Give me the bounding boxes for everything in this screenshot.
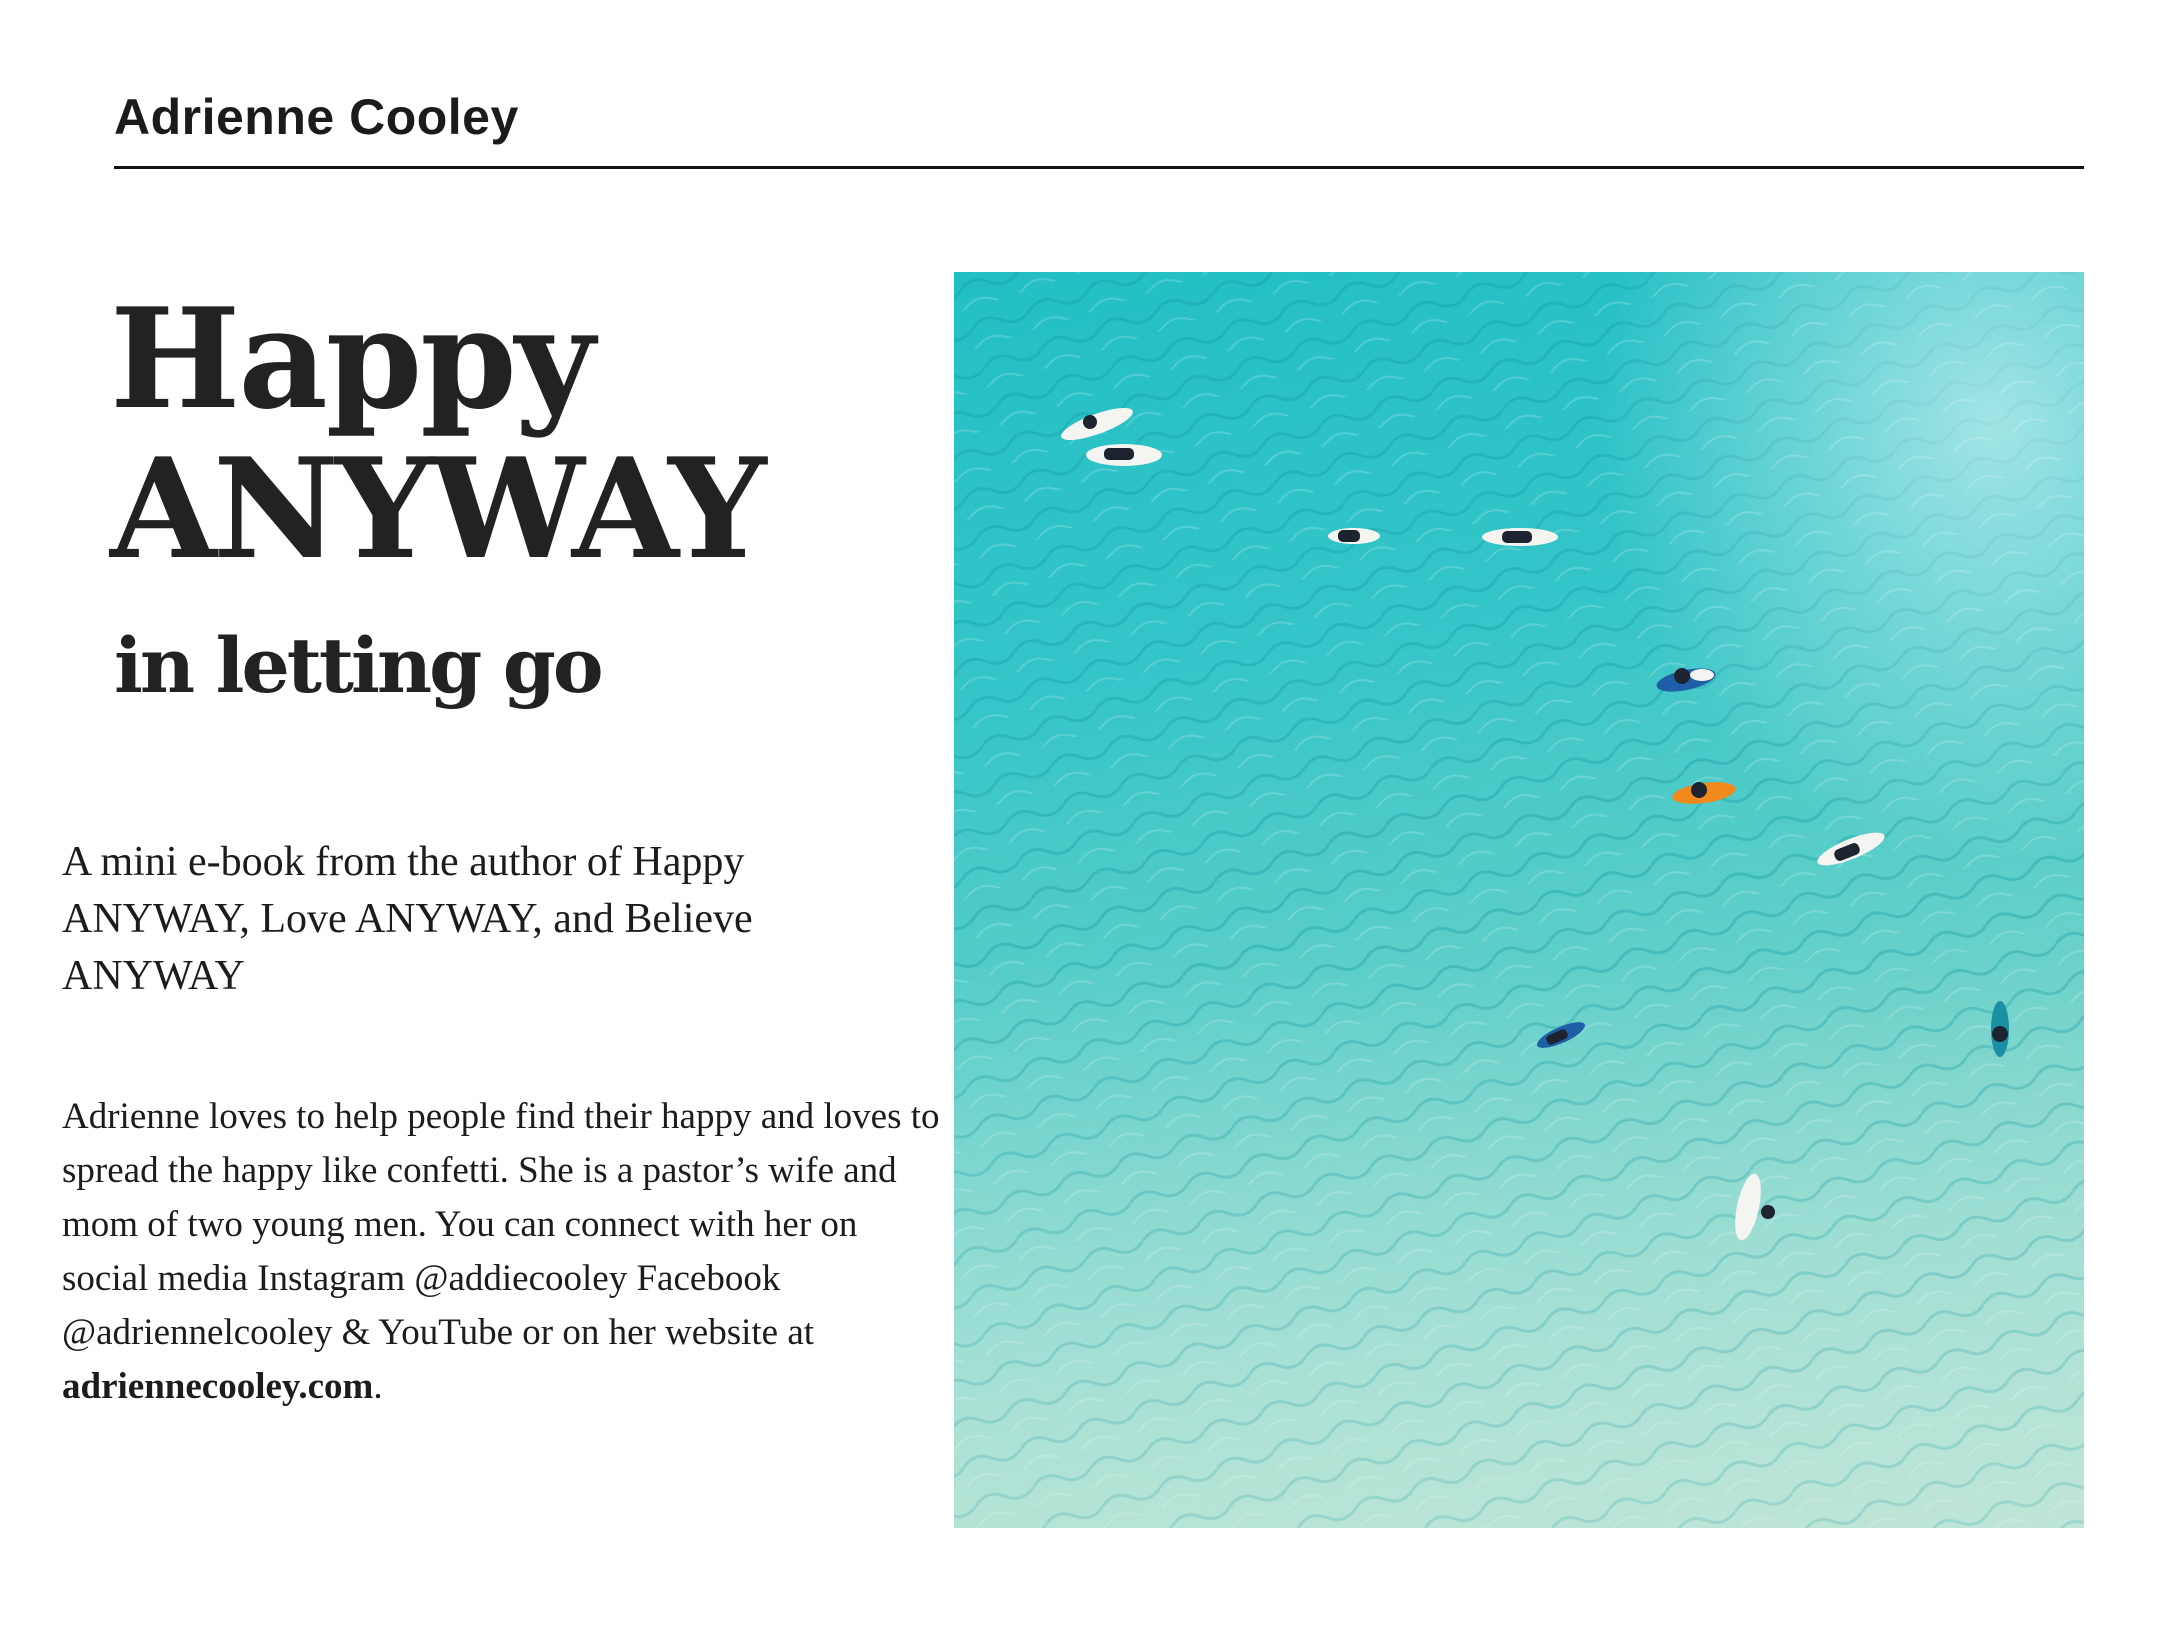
surfer-9 — [1991, 1001, 2009, 1057]
surfer-3 — [1328, 528, 1380, 544]
title-line-anyway: ANYWAY — [110, 427, 763, 590]
ocean-surfers-illustration — [954, 272, 2084, 1528]
author-bio — [62, 1090, 942, 1414]
book-subtitle: in letting go — [114, 621, 601, 710]
ocean-surfers-photo — [954, 272, 2084, 1528]
book-title — [110, 277, 763, 590]
bio-end-punct: . — [373, 1366, 383, 1407]
intro-paragraph: A mini e-book from the author of Happy ANYWAY, Love ANYWAY, and Believe ANYWAY — [62, 839, 753, 999]
website-link[interactable]: adriennecooley.com — [62, 1366, 374, 1407]
header-divider — [114, 166, 2084, 169]
surfer-2 — [1086, 444, 1162, 466]
author-name: Adrienne Cooley — [114, 89, 519, 145]
title-line-happy: Happy — [110, 277, 593, 440]
surfer-4 — [1482, 528, 1558, 546]
bio-text: Adrienne loves to help people find their happy and loves to spread the happy like confetti. She is a pastor’s wife and mom of two young men. You can connect with her on social media Instagram @addiecooley Facebook @adriennelcooley & YouTube or on her website at — [62, 1096, 940, 1353]
